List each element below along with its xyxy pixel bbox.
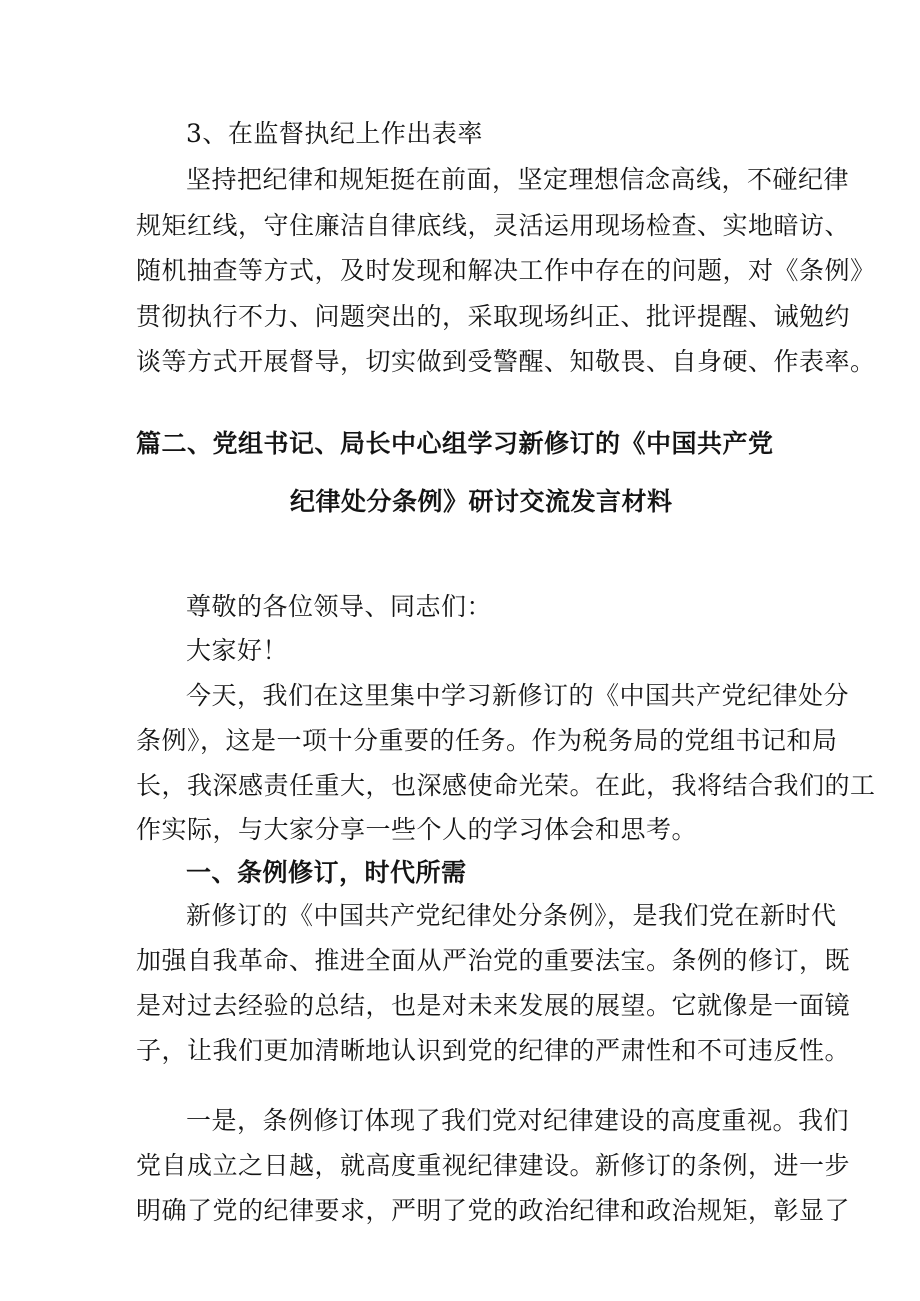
paragraph-line: 党自成立之日越，就高度重视纪律建设。新修订的条例，进一步 bbox=[136, 1151, 851, 1180]
paragraph-line: 一是，条例修订体现了我们党对纪律建设的高度重视。我们 bbox=[186, 1106, 850, 1135]
article-title-line-1: 篇二、党组书记、局长中心组学习新修订的《中国共产党 bbox=[136, 429, 774, 458]
section-heading: 3、在监督执纪上作出表率 bbox=[186, 119, 483, 148]
paragraph-line: 加强自我革命、推进全面从严治党的重要法宝。条例的修订，既 bbox=[136, 946, 851, 975]
paragraph-line: 谈等方式开展督导，切实做到受警醒、知敬畏、自身硬、作表率。 bbox=[136, 347, 876, 376]
paragraph-line: 贯彻执行不力、问题突出的，采取现场纠正、批评提醒、诫勉约 bbox=[136, 302, 851, 331]
paragraph-line: 坚持把纪律和规矩挺在前面，坚定理想信念高线，不碰纪律 bbox=[186, 165, 850, 194]
greeting: 大家好！ bbox=[186, 636, 289, 665]
subsection-heading: 一、条例修订，时代所需 bbox=[186, 858, 467, 887]
paragraph-line: 规矩红线，守住廉洁自律底线，灵活运用现场检查、实地暗访、 bbox=[136, 211, 851, 240]
paragraph-line: 随机抽查等方式，及时发现和解决工作中存在的问题，对《条例》 bbox=[136, 256, 876, 285]
paragraph-line: 作实际，与大家分享一些个人的学习体会和思考。 bbox=[136, 815, 698, 844]
paragraph-line: 明确了党的纪律要求，严明了党的政治纪律和政治规矩，彰显了 bbox=[136, 1196, 851, 1225]
paragraph-line: 今天，我们在这里集中学习新修订的《中国共产党纪律处分 bbox=[186, 681, 850, 710]
paragraph-line: 长，我深感责任重大，也深感使命光荣。在此，我将结合我们的工 bbox=[136, 771, 876, 800]
paragraph-line: 新修订的《中国共产党纪律处分条例》，是我们党在新时代 bbox=[186, 901, 837, 930]
paragraph-line: 是对过去经验的总结，也是对未来发展的展望。它就像是一面镜 bbox=[136, 991, 851, 1020]
article-title-line-2: 纪律处分条例》研讨交流发言材料 bbox=[290, 487, 673, 516]
paragraph-line: 子，让我们更加清晰地认识到党的纪律的严肃性和不可违反性。 bbox=[136, 1036, 851, 1065]
paragraph-line: 条例》，这是一项十分重要的任务。作为税务局的党组书记和局 bbox=[136, 726, 838, 755]
salutation: 尊敬的各位领导、同志们： bbox=[186, 592, 493, 621]
